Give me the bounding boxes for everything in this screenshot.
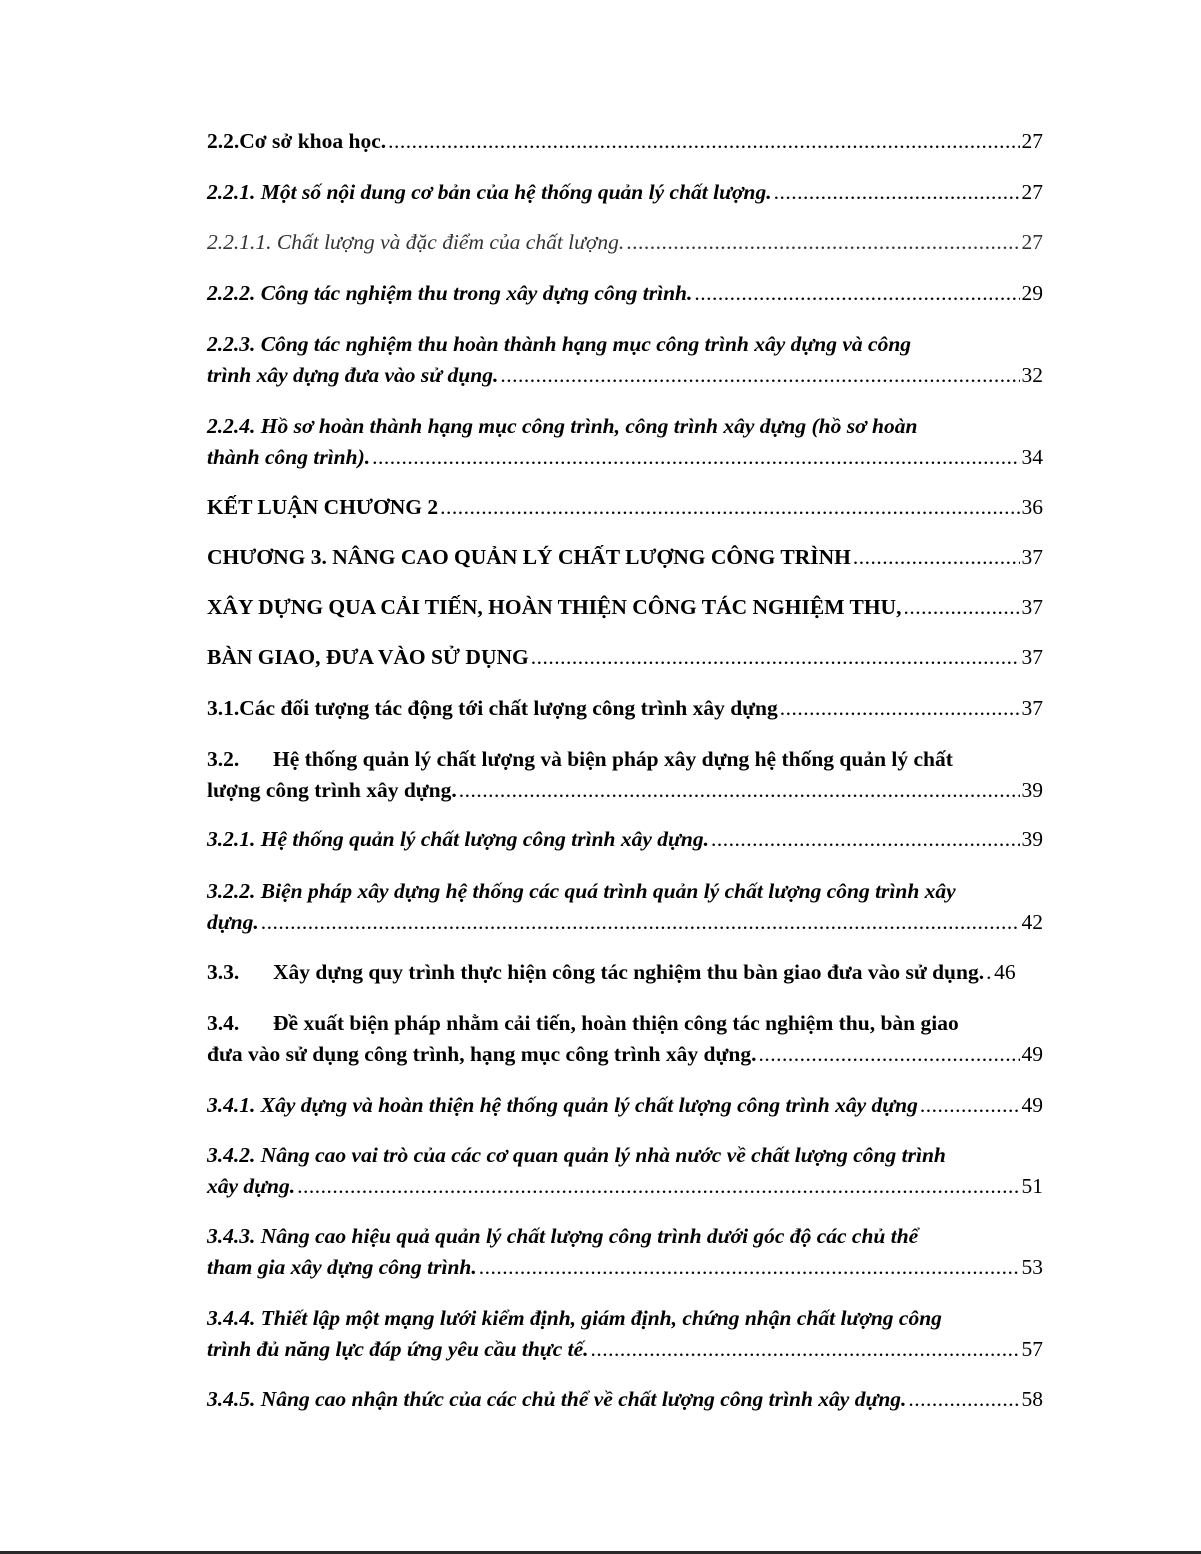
toc-page-number: 53 (1021, 1255, 1043, 1279)
toc-entry-title: 3.4.5. Nâng cao nhận thức của các chủ thể về chất lượng công trình xây dựng. (207, 1387, 907, 1411)
dot-leader (297, 1171, 1019, 1202)
toc-entry-3-4-1[interactable] (207, 1090, 1043, 1121)
toc-page-number: 39 (1021, 778, 1043, 802)
toc-entry-title: tham gia xây dựng công trình. (207, 1255, 477, 1279)
dot-leader (920, 1090, 1020, 1121)
toc-entry-title-line1: 2.2.4. Hồ sơ hoàn thành hạng mục công trình, công trình xây dựng (hồ sơ hoàn (207, 414, 918, 438)
toc-entry-title: 3.4.1. Xây dựng và hoàn thiện hệ thống quản lý chất lượng công trình xây dựng (207, 1093, 918, 1117)
toc-entry-title: CHƯƠNG 3. NÂNG CAO QUẢN LÝ CHẤT LƯỢNG CÔNG TRÌNH (207, 545, 851, 569)
toc-entry-title: 2.2.1.1. Chất lượng và đặc điểm của chất lượng. (207, 230, 625, 254)
toc-entry-title: Cơ sở khoa học. (239, 129, 387, 153)
toc-entry-chuong-3-line3[interactable] (207, 642, 1043, 673)
toc-entry-3-1[interactable] (207, 693, 1043, 724)
dot-leader (903, 592, 1019, 623)
toc-page-number: 37 (1021, 696, 1043, 720)
toc-entry-title: KẾT LUẬN CHƯƠNG 2 (207, 495, 439, 519)
toc-page-number: 37 (1021, 595, 1043, 619)
dot-leader (774, 177, 1020, 208)
dot-leader (711, 824, 1019, 855)
toc-entry-title-line1: 2.2.3. Công tác nghiệm thu hoàn thành hạng mục công trình xây dựng và công (207, 332, 912, 356)
toc-page-number: 27 (1021, 129, 1043, 153)
toc-page-number: 36 (1021, 495, 1043, 519)
toc-entry-number: 3.1. (207, 696, 240, 720)
dot-leader (531, 642, 1020, 673)
toc-entry-3-2-1[interactable] (207, 824, 1043, 855)
toc-entry-3-3[interactable] (207, 957, 1043, 988)
toc-page-number: 27 (1021, 180, 1043, 204)
toc-entry-3-2-2[interactable] (207, 876, 1043, 938)
toc-page-number: 37 (1021, 545, 1043, 569)
toc-page-number: 57 (1021, 1337, 1043, 1361)
dot-leader (908, 1384, 1019, 1415)
dot-leader (853, 542, 1020, 573)
dot-leader (591, 1334, 1020, 1365)
dot-leader (780, 693, 1020, 724)
toc-entry-chuong-3-line1[interactable] (207, 542, 1043, 573)
toc-page-number: 58 (1021, 1387, 1043, 1411)
toc-entry-3-4-3[interactable] (207, 1221, 1043, 1283)
toc-entry-2-2-1[interactable] (207, 177, 1043, 208)
toc-entry-2-2-4[interactable] (207, 411, 1043, 473)
toc-page-number: 27 (1021, 230, 1043, 254)
toc-entry-2-2-1-1[interactable] (207, 227, 1043, 258)
toc-entry-3-4-5[interactable] (207, 1384, 1043, 1415)
toc-entry-number: 2.2. (207, 129, 240, 153)
toc-entry-3-4-4[interactable] (207, 1303, 1043, 1365)
toc-entry-2-2-2[interactable] (207, 278, 1043, 309)
toc-entry-title-line1: 3.4.4. Thiết lập một mạng lưới kiểm định, giám định, chứng nhận chất lượng công (207, 1306, 942, 1330)
toc-entry-title: đưa vào sử dụng công trình, hạng mục công trình xây dựng. (207, 1042, 757, 1066)
toc-entry-3-2[interactable] (207, 744, 1043, 806)
toc-entry-title-line1: Đề xuất biện pháp nhằm cải tiến, hoàn thiện công tác nghiệm thu, bàn giao (273, 1011, 959, 1035)
toc-entry-title: 2.2.2. Công tác nghiệm thu trong xây dựng công trình. (207, 281, 693, 305)
toc-entry-title: Các đối tượng tác động tới chất lượng công trình xây dựng (239, 696, 778, 720)
dot-leader (372, 442, 1019, 473)
dot-leader (626, 227, 1019, 258)
dot-leader (986, 957, 992, 988)
toc-entry-ket-luan-chuong-2[interactable] (207, 492, 1043, 523)
toc-entry-title: trình xây dựng đưa vào sử dụng. (207, 363, 499, 387)
toc-entry-title: dựng. (207, 910, 259, 934)
toc-page-number: 32 (1021, 363, 1043, 387)
toc-entry-title: XÂY DỰNG QUA CẢI TIẾN, HOÀN THIỆN CÔNG TÁC NGHIỆM THU, (207, 595, 902, 619)
toc-page-number: 49 (1021, 1042, 1043, 1066)
toc-entry-title: 2.2.1. Một số nội dung cơ bản của hệ thống quản lý chất lượng. (207, 180, 772, 204)
toc-page-number: 34 (1021, 445, 1043, 469)
dot-leader (758, 1039, 1019, 1070)
dot-leader (479, 1252, 1020, 1283)
dot-leader (388, 126, 1019, 157)
dot-leader (440, 492, 1019, 523)
toc-entry-title: thành công trình). (207, 445, 371, 469)
toc-entry-number: 3.3. (207, 960, 240, 984)
toc-page-number: 49 (1021, 1093, 1043, 1117)
toc-entry-title: lượng công trình xây dựng. (207, 778, 457, 802)
dot-leader (459, 775, 1020, 806)
toc-entry-3-4[interactable] (207, 1008, 1043, 1070)
toc-entry-number: 3.2. (207, 747, 240, 771)
dot-leader (261, 907, 1020, 938)
toc-entry-title: trình đủ năng lực đáp ứng yêu cầu thực tế. (207, 1337, 589, 1361)
toc-entry-title: xây dựng. (207, 1174, 296, 1198)
toc-page-number: 46 (994, 960, 1016, 984)
toc-entry-title: Xây dựng quy trình thực hiện công tác nghiệm thu bàn giao đưa vào sử dụng. (273, 960, 985, 984)
toc-entry-3-4-2[interactable] (207, 1140, 1043, 1202)
dot-leader (500, 360, 1019, 391)
toc-entry-title-line1: 3.4.2. Nâng cao vai trò của các cơ quan quản lý nhà nước về chất lượng công trình (207, 1143, 946, 1167)
toc-entry-title-line1: Hệ thống quản lý chất lượng và biện pháp xây dựng hệ thống quản lý chất (273, 747, 953, 771)
toc-page-number: 39 (1021, 827, 1043, 851)
dot-leader (694, 278, 1019, 309)
toc-page-number: 51 (1021, 1174, 1043, 1198)
toc-entry-title-line1: 3.4.3. Nâng cao hiệu quả quản lý chất lượng công trình dưới góc độ các chủ thể (207, 1224, 919, 1248)
toc-entry-number: 3.4. (207, 1011, 240, 1035)
toc-entry-title: 3.2.1. Hệ thống quản lý chất lượng công trình xây dựng. (207, 827, 710, 851)
toc-entry-chuong-3-line2[interactable] (207, 592, 1043, 623)
toc-entry-2-2[interactable] (207, 126, 1043, 157)
toc-page-number: 37 (1021, 645, 1043, 669)
toc-entry-title-line1: 3.2.2. Biện pháp xây dựng hệ thống các quá trình quản lý chất lượng công trình xây (207, 879, 956, 903)
toc-page-number: 42 (1021, 910, 1043, 934)
toc-page-number: 29 (1021, 281, 1043, 305)
toc-entry-title: BÀN GIAO, ĐƯA VÀO SỬ DỤNG (207, 645, 529, 669)
toc-entry-2-2-3[interactable] (207, 329, 1043, 391)
